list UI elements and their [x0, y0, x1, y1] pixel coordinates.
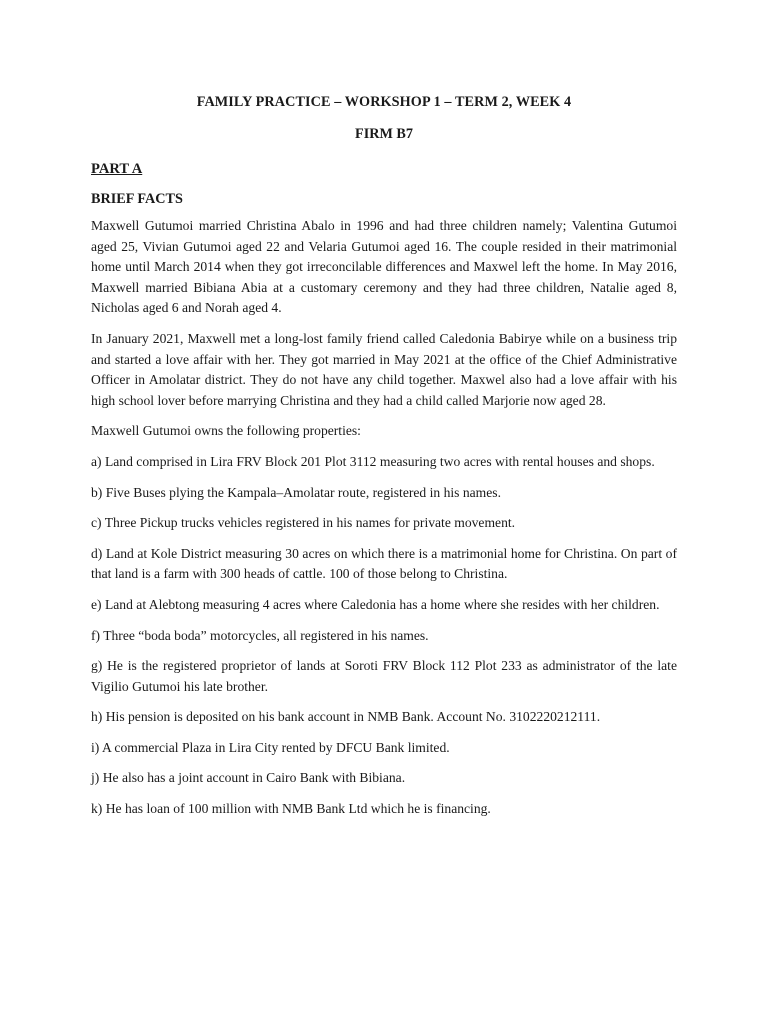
facts-paragraph: Maxwell Gutumoi married Christina Abalo in 1996 and had three children namely; Valentina Gutumoi aged 25, Vivian Gutumoi aged 22 and Velaria Gutumoi aged 16. The couple resided in their matrimonial home until March 2014 when they got irreconcilable differences and Maxwel left the home. In May 2016, Maxwell married Bibiana Abia at a customary ceremony and they had three children, Natalie aged 8, Nicholas aged 6 and Norah aged 4. — [91, 218, 677, 316]
property-item: b) Five Buses plying the Kampala–Amolatar route, registered in his names. — [91, 484, 501, 500]
property-item: j) He also has a joint account in Cairo Bank with Bibiana. — [91, 770, 406, 786]
property-item: g) He is the registered proprietor of lands at Soroti FRV Block 112 Plot 233 as administrator of the late Vigilio Gutumoi his late brother. — [91, 658, 677, 694]
section-heading: BRIEF FACTS — [91, 191, 183, 207]
property-item: k) He has loan of 100 million with NMB Bank Ltd which he is financing. — [91, 801, 491, 817]
facts-paragraph: In January 2021, Maxwell met a long-lost family friend called Caledonia Babirye while on a business trip and started a love affair with her. They got married in May 2021 at the office of the Chief Administrative Officer in Amolatar district. They do not have any child together. Maxwel also had a love affair with his high school lover before marrying Christina and they had a child called Marjorie now aged 28. — [91, 330, 677, 408]
properties-intro: Maxwell Gutumoi owns the following properties: — [91, 423, 361, 439]
property-item: c) Three Pickup trucks vehicles registered in his names for private movement. — [91, 515, 516, 531]
document-subtitle: FIRM B7 — [355, 126, 413, 142]
property-item: h) His pension is deposited on his bank account in NMB Bank. Account No. 3102220212111. — [91, 709, 601, 725]
part-heading: PART A — [91, 161, 143, 177]
document-body — [91, 93, 677, 830]
property-item: f) Three “boda boda” motorcycles, all registered in his names. — [91, 627, 429, 643]
property-item: i) A commercial Plaza in Lira City rented by DFCU Bank limited. — [91, 739, 450, 755]
property-item: a) Land comprised in Lira FRV Block 201 Plot 3112 measuring two acres with rental houses and shops. — [91, 453, 655, 469]
document-title: FAMILY PRACTICE – WORKSHOP 1 – TERM 2, WEEK 4 — [196, 94, 572, 110]
property-item: d) Land at Kole District measuring 30 acres on which there is a matrimonial home for Christina. On part of that land is a farm with 300 heads of cattle. 100 of those belong to Christina. — [91, 545, 677, 582]
property-item: e) Land at Alebtong measuring 4 acres where Caledonia has a home where she resides with her children. — [91, 596, 660, 612]
